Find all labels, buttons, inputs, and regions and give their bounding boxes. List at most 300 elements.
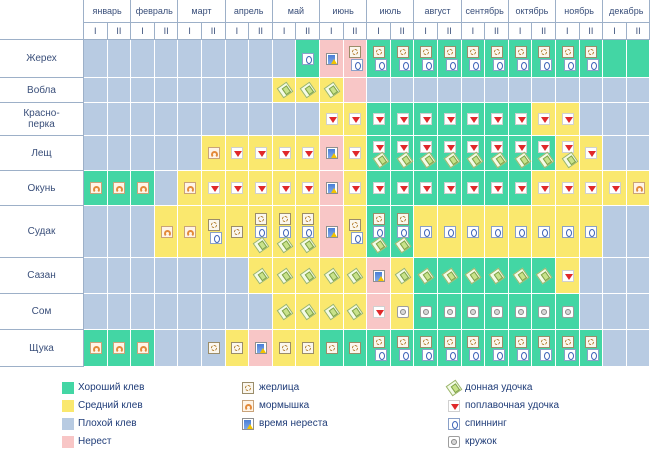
zherlitsa-icon [231,342,243,354]
month-header: июль [367,0,414,23]
float-rod-icon [397,141,409,153]
calendar-cell [438,40,462,78]
calendar-cell [296,294,320,330]
spinning-icon [469,59,481,71]
mormyshka-icon [184,182,196,194]
zherlitsa-icon [397,213,409,225]
calendar-cell [155,258,179,294]
mormyshka-icon [208,147,220,159]
float-rod-icon [420,141,432,153]
spinning-icon [564,59,576,71]
calendar-cell [320,330,344,367]
float-rod-icon [231,182,243,194]
calendar-cell [296,206,320,258]
mormyshka-icon [633,182,645,194]
float-rod-icon [491,113,503,125]
bottom-rod-icon [394,236,411,253]
bottom-rod-icon [276,267,293,284]
calendar-cell [108,78,132,103]
month-header: июнь [320,0,367,23]
calendar-cell [603,136,627,171]
float-rod-icon [420,182,432,194]
spinning-icon [375,349,387,361]
calendar-cell [178,206,202,258]
zherlitsa-icon [302,342,314,354]
calendar-cell [438,206,462,258]
calendar-cell [532,171,556,206]
calendar-cell [391,78,415,103]
spinning-icon [587,59,599,71]
spawn-time-icon [326,53,338,65]
calendar-cell [202,171,226,206]
calendar-cell [391,136,415,171]
bottom-rod-icon [276,303,293,320]
legend-label-bottom-rod: донная удочка [465,382,533,393]
calendar-cell [344,330,368,367]
half-header: I [603,23,627,40]
fish-name: Красно- перка [0,103,84,136]
calendar-cell [202,78,226,103]
mormyshka-icon [242,400,254,412]
mormyshka-icon [137,342,149,354]
float-rod-icon [255,147,267,159]
calendar-cell [131,258,155,294]
zherlitsa-icon [208,219,220,231]
half-header: II [108,23,132,40]
calendar-cell [603,103,627,136]
zherlitsa-icon [231,226,243,238]
calendar-cell [627,330,650,367]
half-header: I [367,23,391,40]
calendar-cell [226,258,250,294]
calendar-cell [273,294,297,330]
calendar-cell [414,206,438,258]
float-rod-icon [255,182,267,194]
calendar-cell [603,206,627,258]
spawn-time-icon [326,226,338,238]
zherlitsa-icon [373,336,385,348]
calendar-cell [509,330,533,367]
krug-icon [448,436,460,448]
float-rod-icon [420,113,432,125]
calendar-cell [367,103,391,136]
bottom-rod-icon [512,267,529,284]
calendar-cell [556,78,580,103]
calendar-cell [249,103,273,136]
float-rod-icon [538,182,550,194]
zherlitsa-icon [538,336,550,348]
fish-name: Окунь [0,171,84,206]
spinning-icon [469,349,481,361]
half-header: II [155,23,179,40]
spinning-icon [422,59,434,71]
calendar-cell [320,206,344,258]
spawn-time-icon [326,147,338,159]
calendar-cell [367,40,391,78]
zherlitsa-icon [515,336,527,348]
calendar-cell [367,330,391,367]
calendar-cell [178,78,202,103]
month-header: ноябрь [556,0,603,23]
calendar-cell [627,206,650,258]
calendar-cell [485,136,509,171]
calendar-cell [273,40,297,78]
calendar-cell [296,103,320,136]
float-rod-icon [538,113,550,125]
float-rod-icon [373,182,385,194]
calendar-cell [344,258,368,294]
calendar-cell [556,294,580,330]
legend-swatch-good [62,382,74,394]
float-rod-icon [349,113,361,125]
calendar-cell [391,206,415,258]
calendar-cell [131,330,155,367]
calendar-cell [509,103,533,136]
bottom-rod-icon [538,151,555,168]
calendar-cell [249,171,273,206]
month-header: февраль [131,0,178,23]
float-rod-icon [538,141,550,153]
calendar-cell [249,330,273,367]
calendar-cell [580,40,604,78]
month-header: май [273,0,320,23]
zherlitsa-icon [467,46,479,58]
legend-label-spawn-time: время нереста [259,418,328,429]
zherlitsa-icon [302,213,314,225]
bottom-rod-icon [347,303,364,320]
calendar-cell [391,258,415,294]
zherlitsa-icon [279,213,291,225]
calendar-cell [108,136,132,171]
calendar-cell [485,40,509,78]
spinning-icon [375,59,387,71]
calendar-cell [556,258,580,294]
float-rod-icon [373,306,385,318]
zherlitsa-icon [397,46,409,58]
spinning-icon [517,59,529,71]
half-header: II [627,23,650,40]
zherlitsa-icon [255,213,267,225]
bottom-rod-icon [371,236,388,253]
calendar-cell [462,40,486,78]
bottom-rod-icon [446,380,463,397]
krug-icon [562,306,574,318]
calendar-cell [462,294,486,330]
fish-name: Жерех [0,40,84,78]
calendar-cell [603,171,627,206]
calendar-cell [414,103,438,136]
calendar-cell [320,78,344,103]
spinning-icon [279,226,291,238]
zherlitsa-icon [349,219,361,231]
half-header: I [320,23,344,40]
calendar-cell [603,258,627,294]
legend-label-float-rod: поплавочная удочка [465,400,560,411]
calendar-cell [320,103,344,136]
zherlitsa-icon [538,46,550,58]
calendar-cell [485,78,509,103]
calendar-cell [627,103,650,136]
legend-swatch-bad [62,418,74,430]
calendar-cell [627,78,650,103]
zherlitsa-icon [491,336,503,348]
float-rod-icon [467,141,479,153]
calendar-cell [226,78,250,103]
float-rod-icon [397,182,409,194]
bottom-rod-icon [489,267,506,284]
calendar-cell [367,294,391,330]
calendar-cell [485,294,509,330]
half-header: I [226,23,250,40]
bottom-rod-icon [467,151,484,168]
calendar-cell [414,258,438,294]
calendar-cell [580,294,604,330]
float-rod-icon [491,141,503,153]
calendar-cell [438,258,462,294]
float-rod-icon [562,270,574,282]
half-header: II [580,23,604,40]
calendar-cell [627,171,650,206]
calendar-cell [438,171,462,206]
calendar-cell [273,103,297,136]
calendar-cell [155,330,179,367]
calendar-cell [131,103,155,136]
float-rod-icon [444,113,456,125]
calendar-cell [344,294,368,330]
calendar-cell [391,103,415,136]
calendar-cell [178,40,202,78]
calendar-cell [414,136,438,171]
krug-icon [538,306,550,318]
calendar-cell [226,136,250,171]
calendar-cell [273,206,297,258]
mormyshka-icon [184,226,196,238]
spinning-icon [585,226,597,238]
bottom-rod-icon [491,151,508,168]
calendar-cell [580,258,604,294]
calendar-cell [509,294,533,330]
calendar-cell [84,78,108,103]
calendar-cell [273,78,297,103]
bottom-rod-icon [396,151,413,168]
float-rod-icon [279,182,291,194]
zherlitsa-icon [585,46,597,58]
calendar-cell [131,40,155,78]
calendar-cell [532,258,556,294]
calendar-cell [485,258,509,294]
calendar-cell [296,330,320,367]
calendar-cell [462,330,486,367]
calendar-cell [485,206,509,258]
spinning-icon [564,349,576,361]
float-rod-icon [562,182,574,194]
calendar-cell [202,136,226,171]
calendar-cell [509,171,533,206]
krug-icon [420,306,432,318]
calendar-cell [249,294,273,330]
bottom-rod-icon [300,82,317,99]
calendar-cell [155,206,179,258]
half-header: II [202,23,226,40]
month-header: декабрь [603,0,650,23]
calendar-cell [249,206,273,258]
half-header: II [249,23,273,40]
calendar-cell [202,103,226,136]
float-rod-icon [585,182,597,194]
float-rod-icon [279,147,291,159]
calendar-cell [462,258,486,294]
calendar-cell [344,103,368,136]
calendar-cell [155,40,179,78]
calendar-cell [414,40,438,78]
fish-name: Вобла [0,78,84,103]
calendar-cell [532,103,556,136]
float-rod-icon [302,182,314,194]
calendar-cell [296,171,320,206]
spinning-icon [302,53,314,65]
spinning-icon [467,226,479,238]
calendar-cell [84,40,108,78]
spinning-icon [540,349,552,361]
float-rod-icon [326,113,338,125]
zherlitsa-icon [562,336,574,348]
calendar-cell [509,136,533,171]
half-header: I [414,23,438,40]
calendar-cell [131,171,155,206]
spinning-icon [493,59,505,71]
zherlitsa-icon [420,46,432,58]
calendar-cell [509,258,533,294]
spinning-icon [422,349,434,361]
calendar-cell [344,136,368,171]
calendar-cell [84,206,108,258]
float-rod-icon [349,147,361,159]
bottom-rod-icon [323,82,340,99]
bottom-rod-icon [420,151,437,168]
calendar-cell [131,136,155,171]
bottom-rod-icon [465,267,482,284]
half-header: II [296,23,320,40]
spinning-icon [399,349,411,361]
calendar-cell [155,78,179,103]
calendar-cell [202,40,226,78]
bottom-rod-icon [253,236,270,253]
zherlitsa-icon [444,336,456,348]
float-rod-icon [515,182,527,194]
corner-cell [0,0,84,40]
spawn-time-icon [255,342,267,354]
zherlitsa-icon [208,342,220,354]
spinning-icon [540,59,552,71]
calendar-cell [580,206,604,258]
calendar-cell [532,40,556,78]
calendar-cell [462,103,486,136]
calendar-cell [320,258,344,294]
legend-label-mid: Средний клев [78,400,143,411]
bottom-rod-icon [300,236,317,253]
calendar-cell [273,258,297,294]
half-header: I [556,23,580,40]
calendar-cell [556,206,580,258]
mormyshka-icon [90,182,102,194]
mormyshka-icon [161,226,173,238]
legend-label-zherlitsa: жерлица [259,382,300,393]
zherlitsa-icon [420,336,432,348]
krug-icon [515,306,527,318]
half-header: II [391,23,415,40]
spinning-icon [446,59,458,71]
calendar-cell [178,330,202,367]
calendar-cell [485,103,509,136]
half-header: I [84,23,108,40]
calendar-cell [108,40,132,78]
fish-name: Лещ [0,136,84,171]
calendar-cell [344,206,368,258]
calendar-cell [580,78,604,103]
month-header: август [414,0,461,23]
calendar-cell [509,78,533,103]
calendar-cell [131,78,155,103]
fish-name: Судак [0,206,84,258]
calendar-cell [296,258,320,294]
legend-label-spawn: Нерест [78,436,112,447]
calendar-cell [178,258,202,294]
calendar-cell [84,258,108,294]
spinning-icon [210,232,222,244]
calendar-cell [367,78,391,103]
calendar-cell [485,171,509,206]
calendar-cell [344,40,368,78]
zherlitsa-icon [491,46,503,58]
calendar-cell [414,294,438,330]
calendar-cell [155,171,179,206]
calendar-cell [532,136,556,171]
zherlitsa-icon [397,336,409,348]
spinning-icon [515,226,527,238]
legend [0,373,650,450]
calendar-cell [509,206,533,258]
calendar-cell [627,40,650,78]
calendar-cell [84,103,108,136]
calendar-cell [226,330,250,367]
calendar-cell [580,171,604,206]
calendar-cell [84,294,108,330]
spawn-time-icon [242,418,254,430]
float-rod-icon [397,113,409,125]
float-rod-icon [609,182,621,194]
calendar-cell [155,294,179,330]
calendar-cell [603,330,627,367]
calendar-cell [580,136,604,171]
calendar-cell [462,78,486,103]
bottom-rod-icon [276,236,293,253]
float-rod-icon [562,113,574,125]
zherlitsa-icon [467,336,479,348]
bottom-rod-icon [253,267,270,284]
calendar-cell [320,294,344,330]
calendar-cell [556,136,580,171]
calendar-cell [202,330,226,367]
calendar-cell [273,171,297,206]
bottom-rod-icon [300,267,317,284]
calendar-cell [603,40,627,78]
calendar-cell [556,171,580,206]
month-header: январь [84,0,131,23]
spawn-time-icon [326,182,338,194]
spinning-icon [517,349,529,361]
calendar-cell [320,171,344,206]
calendar-cell [108,171,132,206]
